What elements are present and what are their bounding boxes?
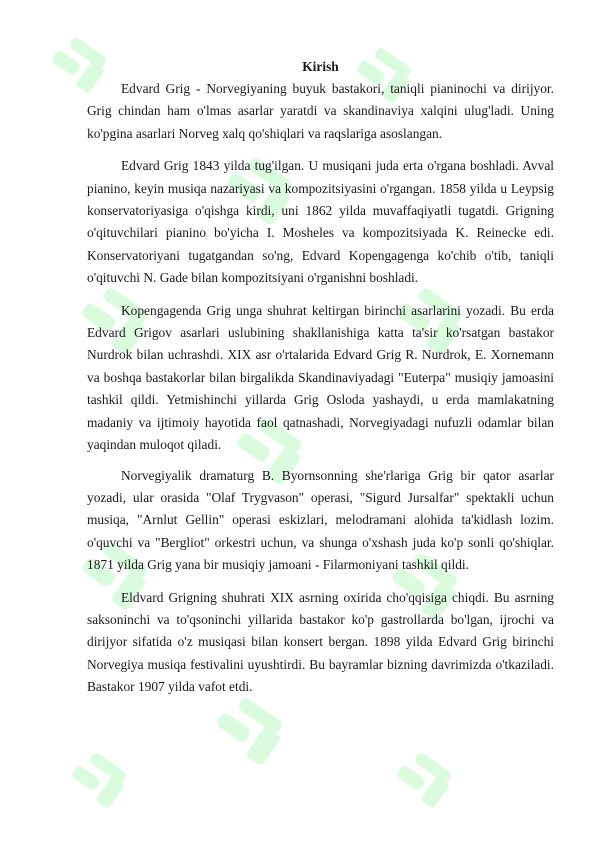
document-body [87, 58, 554, 699]
watermark-mark-11 [392, 748, 456, 809]
paragraph-2: Edvard Grig 1843 yilda tug'ilgan. U musiqani juda erta o'rgana boshladi. Avval pianino, keyin musiqa nazariyasi va kompozitsiyasini o'rgangan. 1858 yilda u Leypsig konservatoriyasiga o'qishga kirdi, uni 1862 yilda muvaffaqiyatli tugatdi. Grigning o'qituvchilari pianino bo'yicha I. Mosheles va kompozitsiyada K. Reinecke edi. Konservatoriyani tugatgandan so'ng, Edvard Kopengagenga ko'chib o'tib, taniqli o'qituvchi N. Gade bilan kompozitsiyani o'rganishni boshladi. [87, 158, 554, 286]
paragraph-1: Edvard Grig - Norvegiyaning buyuk bastakori, taniqli pianinochi va dirijyor. Grig chindan ham o'lmas asarlar yaratdi va skandinaviya xalqini ulug'ladi. Uning ko'pgina asarlari Norveg xalq qo'shiqlari va raqslariga asoslangan. [87, 81, 554, 141]
paragraph-4: Norvegiyalik dramaturg B. Byornsonning she'rlariga Grig bir qator asarlar yozadi, ular orasida "Olaf Trygvason" operasi, "Sigurd Jursalfar" spektakli uchun musiqa, "Arnlut Gellin" operasi eskizlari, melodramani alohida ta'kidlash lozim. o'quvchi va "Bergliot" orkestri uchun, va shunga o'xshash juda ko'p sonli qo'shiqlar. 1871 yilda Grig yana bir musiqiy jamoani - Filarmoniyani tashkil qildi. [87, 467, 554, 573]
paragraph-3: Kopengagenda Grig unga shuhrat keltirgan birinchi asarlarini yozadi. Bu erda Edvard Grigov asarlari uslubining shakllanishiga katta ta'sir ko'rsatgan bastakor Nurdrok bilan uchrashdi. XIX asr o'rtalarida Edvard Grig R. Nurdrok, E. Xornemann va boshqa bastakorlar bilan birgalikda Skandinaviyadagi "Euterpa" musiqiy jamoasini tashkil qildi. Yetmishinchi yillarda Grig Osloda yashaydi, u erda mamlakatning madaniy va ijtimoiy hayotida faol qatnashadi, Norvegiyadagi nufuzli odamlar bilan yaqindan muloqot qiladi. [87, 302, 554, 453]
document-title: Kirish [302, 59, 339, 74]
watermark-mark-10 [67, 748, 131, 809]
paragraph-5: Eldvard Grigning shuhrati XIX asrning oxirida cho'qqisiga chiqdi. Bu asrning saksoninchi va to'qsoninchi yillarida bastakor ko'p gastrollarda bo'lgan, ijrochi va dirijyor sifatida o'z musiqasi bilan konsert bergan. 1898 yilda Edvard Grig birinchi Norvegiya musiqa festivalini uyushtirdi. Bu bayramlar bizning davrimizda o'tkaziladi. Bastakor 1907 yilda vafot etdi. [87, 589, 554, 695]
watermark-mark-9 [211, 692, 289, 767]
